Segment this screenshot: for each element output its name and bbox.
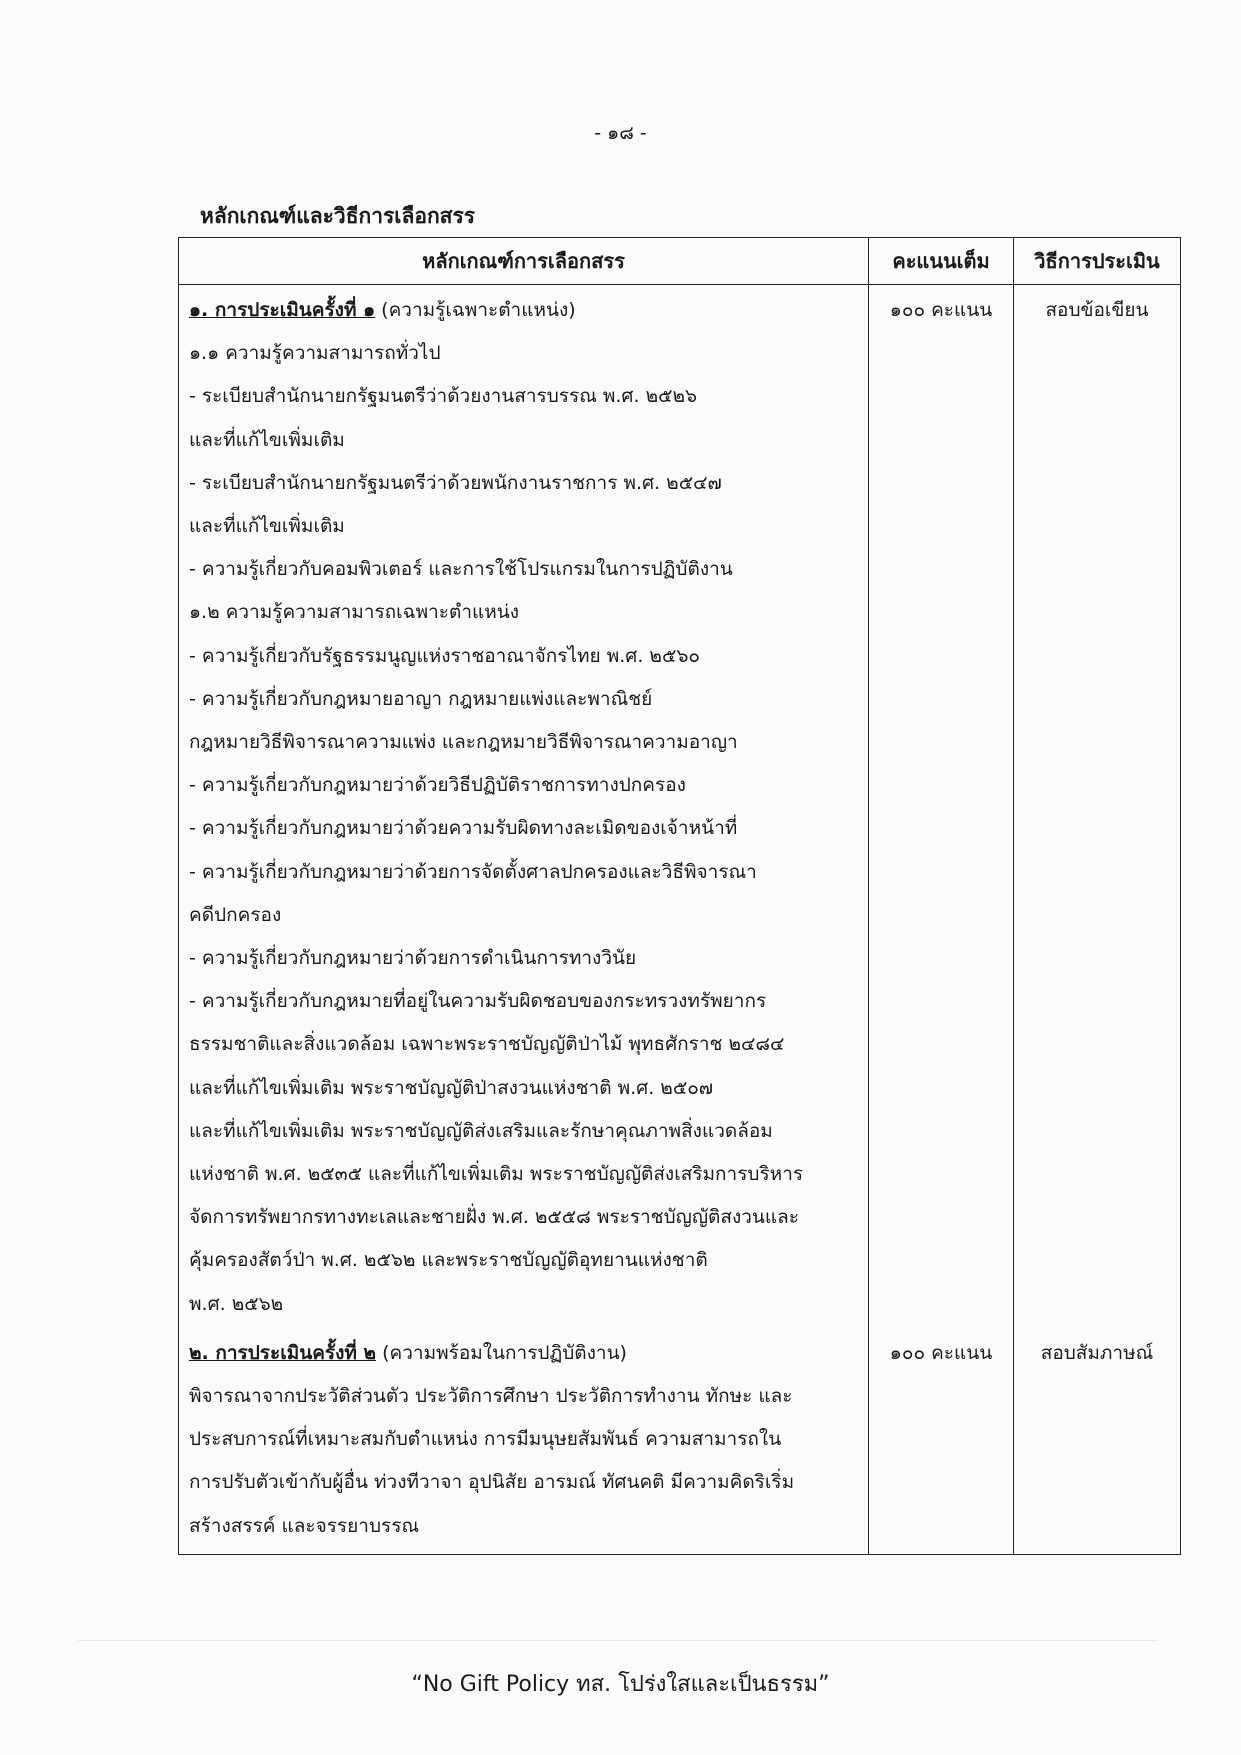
criteria-table (178, 237, 1181, 1555)
criteria-line: ๑.๑ ความรู้ความสามารถทั่วไป (189, 342, 441, 365)
criteria-line: กฎหมายวิธีพิจารณาความแพ่ง และกฎหมายวิธีพิจารณาความอาญา (189, 731, 738, 754)
criteria-line: - ระเบียบสำนักนายกรัฐมนตรีว่าด้วยงานสารบรรณ พ.ศ. ๒๕๒๖ (189, 385, 698, 408)
criteria-line: ๑.๒ ความรู้ความสามารถเฉพาะตำแหน่ง (189, 601, 520, 624)
criteria-line: - ความรู้เกี่ยวกับกฎหมายว่าด้วยวิธีปฏิบัติราชการทางปกครอง (189, 774, 686, 797)
criteria-line: - ความรู้เกี่ยวกับกฎหมายว่าด้วยความรับผิดทางละเมิดของเจ้าหน้าที่ (189, 817, 738, 840)
criteria-line: - ความรู้เกี่ยวกับรัฐธรรมนูญแห่งราชอาณาจักรไทย พ.ศ. ๒๕๖๐ (189, 644, 700, 667)
criteria-line: ธรรมชาติและสิ่งแวดล้อม เฉพาะพระราชบัญญัติป่าไม้ พุทธศักราช ๒๔๘๔ (189, 1033, 785, 1056)
section-heading (189, 289, 868, 332)
score-cell (869, 285, 1014, 1332)
criteria-cell (179, 1332, 869, 1555)
section-heading (189, 1332, 868, 1375)
criteria-lines (189, 1375, 868, 1548)
criteria-line: - ความรู้เกี่ยวกับกฎหมายอาญา กฎหมายแพ่งและพาณิชย์ (189, 687, 653, 710)
method-cell (1014, 1332, 1181, 1555)
table-row (179, 1332, 1181, 1555)
score-cell (869, 1332, 1014, 1555)
table-row (179, 285, 1181, 1332)
criteria-line: คุ้มครองสัตว์ป่า พ.ศ. ๒๕๖๒ และพระราชบัญญัติอุทยานแห่งชาติ (189, 1249, 708, 1272)
document-heading: หลักเกณฑ์และวิธีการเลือกสรร (200, 204, 476, 228)
method-cell (1014, 285, 1181, 1332)
score-value: ๑๐๐ คะแนน (889, 1341, 993, 1364)
criteria-line: และที่แก้ไขเพิ่มเติม (189, 515, 345, 538)
criteria-line: การปรับตัวเข้ากับผู้อื่น ท่วงทีวาจา อุปนิสัย อารมณ์ ทัศนคติ มีความคิดริเริ่ม (189, 1471, 795, 1494)
criteria-line: แห่งชาติ พ.ศ. ๒๕๓๕ และที่แก้ไขเพิ่มเติม พระราชบัญญัติส่งเสริมการบริหาร (189, 1163, 804, 1186)
score-value: ๑๐๐ คะแนน (889, 299, 993, 321)
page-number: - ๑๘ - (594, 122, 647, 144)
criteria-cell (179, 285, 869, 1332)
criteria-line: พ.ศ. ๒๕๖๒ (189, 1292, 284, 1315)
criteria-line: พิจารณาจากประวัติส่วนตัว ประวัติการศึกษา ประวัติการทำงาน ทักษะ และ (189, 1385, 793, 1408)
criteria-line: - ความรู้เกี่ยวกับกฎหมายว่าด้วยการจัดตั้งศาลปกครองและวิธีพิจารณา (189, 860, 757, 883)
criteria-line: สร้างสรรค์ และจรรยาบรรณ (189, 1514, 420, 1537)
footer-slogan: “No Gift Policy ทส. โปร่งใสและเป็นธรรม” (411, 1672, 830, 1697)
criteria-line: - ความรู้เกี่ยวกับกฎหมายว่าด้วยการดำเนินการทางวินัย (189, 947, 637, 970)
criteria-line: - ระเบียบสำนักนายกรัฐมนตรีว่าด้วยพนักงานราชการ พ.ศ. ๒๕๔๗ (189, 471, 722, 494)
section-subtitle: (ความรู้เฉพาะตำแหน่ง) (375, 299, 576, 321)
criteria-lines (189, 332, 868, 1326)
criteria-line: - ความรู้เกี่ยวกับคอมพิวเตอร์ และการใช้โปรแกรมในการปฏิบัติงาน (189, 558, 733, 581)
table-header-row (179, 238, 1181, 285)
criteria-line: จัดการทรัพยากรทางทะเลและชายฝั่ง พ.ศ. ๒๕๕๘ พระราชบัญญัติสงวนและ (189, 1206, 799, 1229)
section-subtitle: (ความพร้อมในการปฏิบัติงาน) (376, 1341, 627, 1364)
header-criteria: หลักเกณฑ์การเลือกสรร (179, 238, 869, 285)
header-method: วิธีการประเมิน (1014, 238, 1181, 285)
criteria-line: และที่แก้ไขเพิ่มเติม พระราชบัญญัติส่งเสริมและรักษาคุณภาพสิ่งแวดล้อม (189, 1119, 773, 1142)
method-value: สอบสัมภาษณ์ (1040, 1341, 1154, 1364)
criteria-line: ประสบการณ์ที่เหมาะสมกับตำแหน่ง การมีมนุษยสัมพันธ์ ความสามารถใน (189, 1428, 782, 1451)
criteria-line: และที่แก้ไขเพิ่มเติม พระราชบัญญัติป่าสงวนแห่งชาติ พ.ศ. ๒๕๐๗ (189, 1076, 714, 1099)
section-title: ๒. การประเมินครั้งที่ ๒ (189, 1341, 377, 1364)
section-title: ๑. การประเมินครั้งที่ ๑ (189, 299, 376, 321)
method-value: สอบข้อเขียน (1045, 299, 1149, 321)
criteria-line: - ความรู้เกี่ยวกับกฎหมายที่อยู่ในความรับผิดชอบของกระทรวงทรัพยากร (189, 990, 767, 1013)
criteria-line: และที่แก้ไขเพิ่มเติม (189, 428, 345, 451)
footer-divider (78, 1640, 1158, 1641)
criteria-line: คดีปกครอง (189, 903, 282, 926)
header-score: คะแนนเต็ม (869, 238, 1014, 285)
